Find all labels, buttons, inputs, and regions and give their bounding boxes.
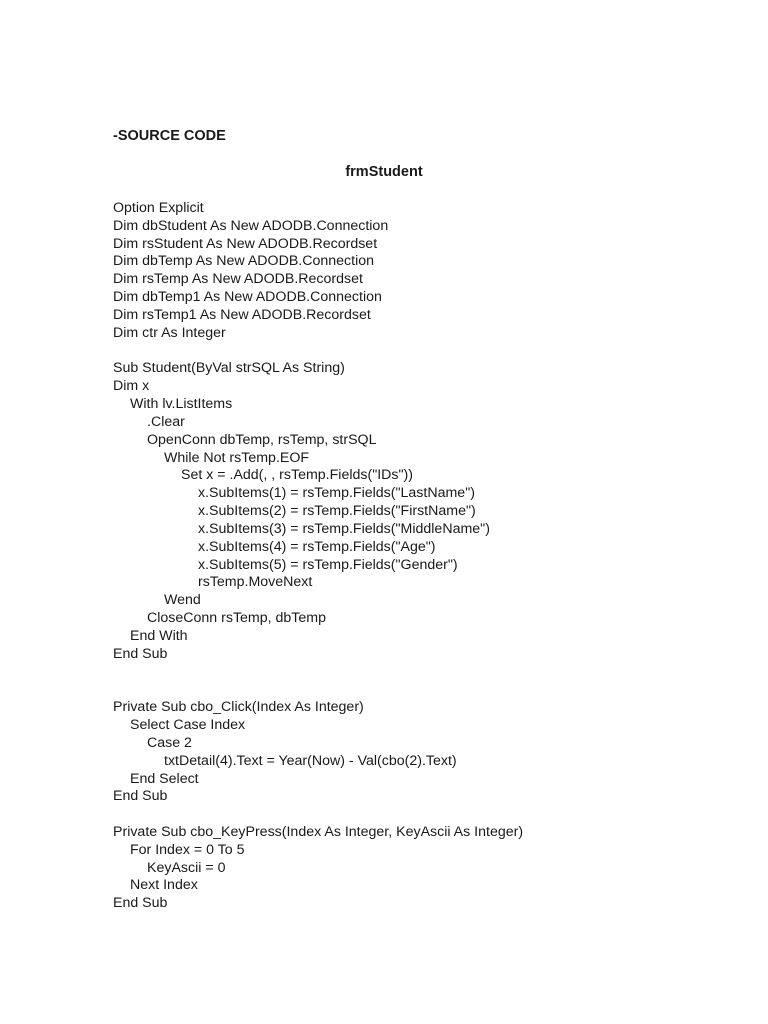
- code-line: Set x = .Add(, , rsTemp.Fields("IDs")): [181, 467, 414, 484]
- code-line: x.SubItems(2) = rsTemp.Fields("FirstName"): [198, 503, 476, 520]
- code-line: Dim rsTemp As New ADODB.Recordset: [113, 271, 363, 288]
- code-line: CloseConn rsTemp, dbTemp: [147, 610, 326, 627]
- code-line: KeyAscii = 0: [147, 859, 226, 876]
- blank-line: [113, 681, 733, 699]
- code-line: Sub Student(ByVal strSQL As String): [113, 360, 345, 377]
- source-code-block: [113, 200, 733, 913]
- code-line: Dim dbTemp As New ADODB.Connection: [113, 253, 374, 270]
- blank-line: [113, 664, 733, 682]
- code-line: Option Explicit: [113, 200, 204, 216]
- code-line: With lv.ListItems: [130, 396, 233, 413]
- form-title: frmStudent: [345, 164, 423, 180]
- code-line: x.SubItems(5) = rsTemp.Fields("Gender"): [198, 556, 458, 573]
- code-line: Private Sub cbo_KeyPress(Index As Integer, KeyAscii As Integer): [113, 823, 524, 840]
- code-line: Dim ctr As Integer: [113, 324, 226, 341]
- code-line: x.SubItems(3) = rsTemp.Fields("MiddleName"): [198, 520, 490, 537]
- code-line: For Index = 0 To 5: [130, 841, 245, 858]
- code-line: End Sub: [113, 788, 168, 805]
- code-line: Private Sub cbo_Click(Index As Integer): [113, 699, 364, 716]
- code-line: Dim dbStudent As New ADODB.Connection: [113, 217, 389, 234]
- section-heading: -SOURCE CODE: [113, 128, 226, 144]
- code-line: Case 2: [147, 734, 192, 751]
- code-line: Dim rsStudent As New ADODB.Recordset: [113, 235, 378, 252]
- code-line: While Not rsTemp.EOF: [164, 449, 310, 466]
- code-line: Select Case Index: [130, 717, 246, 734]
- code-line: OpenConn dbTemp, rsTemp, strSQL: [147, 431, 377, 448]
- code-line: Dim rsTemp1 As New ADODB.Recordset: [113, 306, 371, 323]
- code-line: x.SubItems(4) = rsTemp.Fields("Age"): [198, 538, 436, 555]
- code-line: .Clear: [147, 413, 185, 430]
- code-line: End Sub: [113, 895, 168, 912]
- code-line: Dim x: [113, 378, 150, 395]
- code-line: End With: [130, 627, 188, 644]
- code-line: Next Index: [130, 877, 198, 894]
- code-line: rsTemp.MoveNext: [198, 574, 313, 591]
- code-line: Wend: [164, 592, 201, 609]
- code-line: Dim dbTemp1 As New ADODB.Connection: [113, 289, 382, 306]
- code-line: End Sub: [113, 645, 168, 662]
- code-line: End Select: [130, 770, 199, 787]
- code-line: x.SubItems(1) = rsTemp.Fields("LastName"): [198, 485, 475, 502]
- blank-line: [113, 343, 733, 361]
- blank-line: [113, 806, 733, 824]
- code-line: txtDetail(4).Text = Year(Now) - Val(cbo(2).Text): [164, 752, 457, 769]
